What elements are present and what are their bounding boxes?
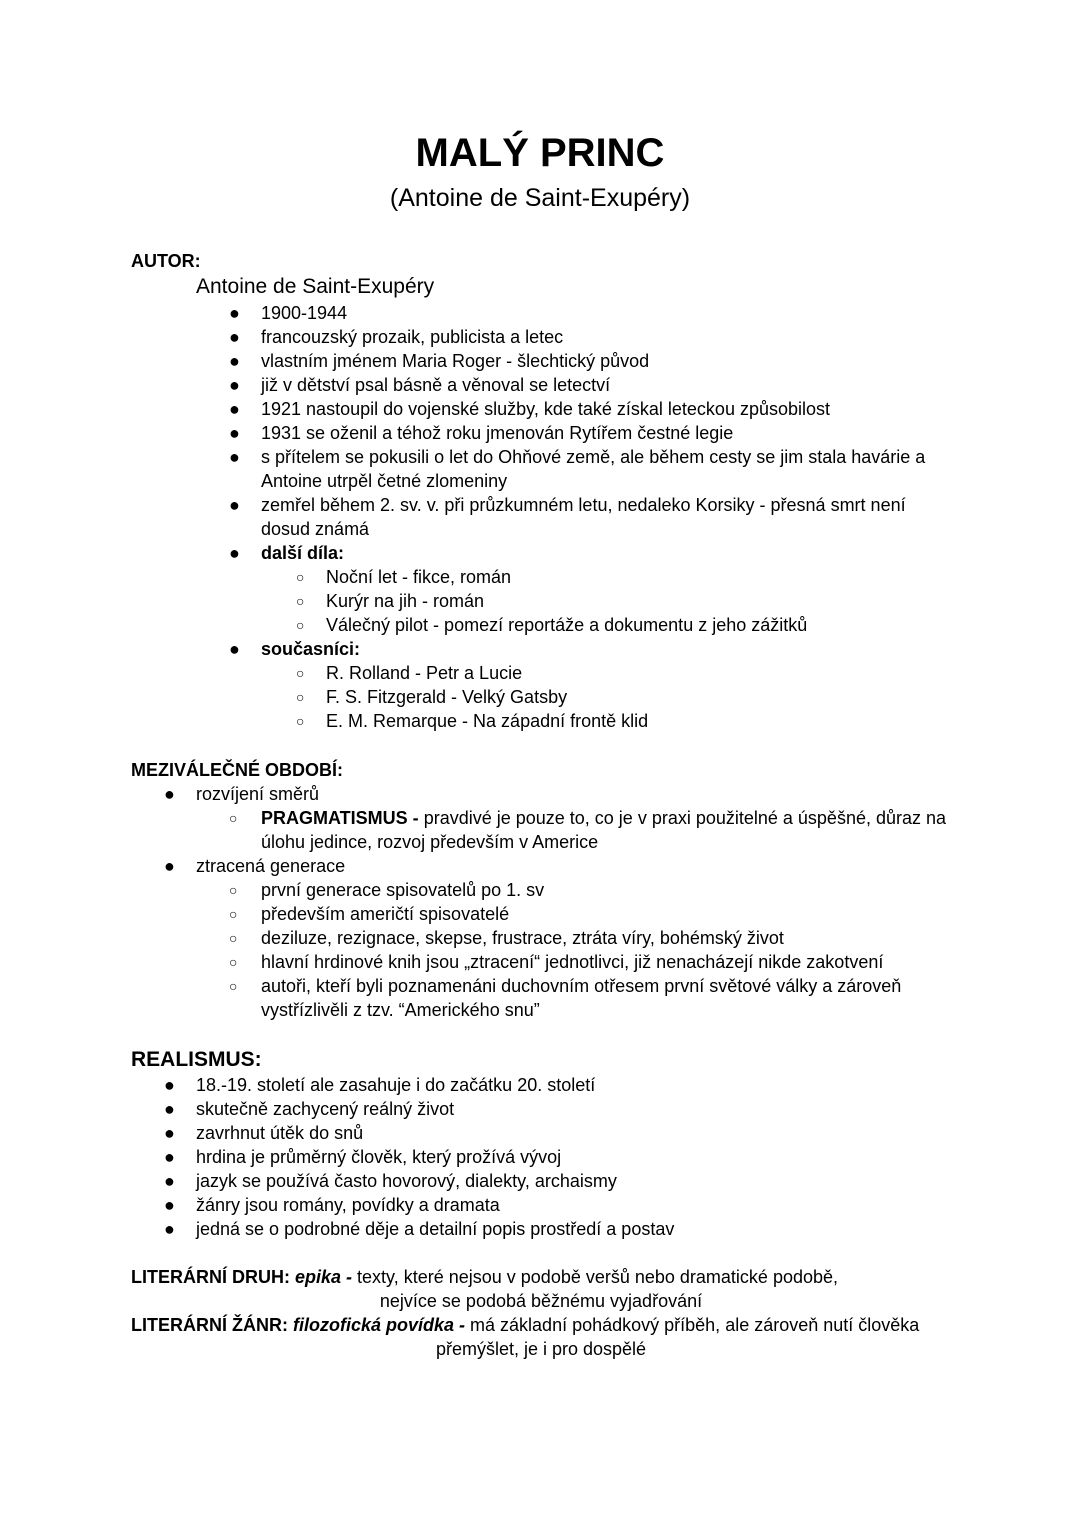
list-item: ● jedná se o podrobné děje a detailní popis prostředí a postav xyxy=(164,1219,675,1239)
bullet-icon: ● xyxy=(229,351,240,371)
literary-form-section xyxy=(131,1265,951,1361)
page-title: MALÝ PRINC xyxy=(415,131,665,175)
circle-bullet-icon: ○ xyxy=(229,882,238,898)
literary-genre-text: má základní pohádkový příběh, ale zároveň nutí člověka xyxy=(465,1315,920,1335)
pragmatismus-term: PRAGMATISMUS - xyxy=(261,808,419,828)
bullet-icon: ● xyxy=(164,1219,175,1239)
author-name: Antoine de Saint-Exupéry xyxy=(196,275,435,298)
circle-bullet-icon: ○ xyxy=(296,689,305,705)
bullet-icon: ● xyxy=(229,543,240,563)
list-item: ● ztracená generace xyxy=(164,856,346,876)
bullet-icon: ● xyxy=(229,495,240,515)
circle-bullet-icon: ○ xyxy=(296,569,305,585)
list-item: ○ F. S. Fitzgerald - Velký Gatsby xyxy=(296,687,568,707)
circle-bullet-icon: ○ xyxy=(229,978,238,994)
bullet-icon: ● xyxy=(229,399,240,419)
bullet-icon: ● xyxy=(229,375,240,395)
interwar-list xyxy=(131,782,951,1022)
list-item: ○ PRAGMATISMUS - pravdivé je pouze to, co je v praxi použitelné a úspěšné, důraz na úlohu jedince, rozvoj především v Americe xyxy=(229,808,947,852)
literary-type-text: texty, které nejsou v podobě veršů nebo dramatické podobě, xyxy=(352,1267,839,1287)
list-item: ○ Noční let - fikce, román xyxy=(296,567,512,587)
list-item: ● vlastním jménem Maria Roger - šlechtický původ xyxy=(229,351,650,371)
circle-bullet-icon: ○ xyxy=(229,810,238,826)
list-item: ○ Kurýr na jih - román xyxy=(296,591,485,611)
list-item: ● 1931 se oženil a téhož roku jmenován Rytířem čestné legie xyxy=(229,423,734,443)
list-item: ● 1921 nastoupil do vojenské služby, kde také získal leteckou způsobilost xyxy=(229,399,831,419)
list-item: ● francouzský prozaik, publicista a letec xyxy=(229,327,564,347)
bullet-icon: ● xyxy=(229,327,240,347)
list-item: ● s přítelem se pokusili o let do Ohňové země, ale během cesty se jim stala havárie a Antoine utrpěl četné zlomeniny xyxy=(229,447,926,491)
bullet-icon: ● xyxy=(164,1075,175,1095)
contemporaries-label: ● současníci: xyxy=(229,639,361,659)
list-item: ○ první generace spisovatelů po 1. sv xyxy=(229,880,545,900)
author-section xyxy=(131,249,951,733)
bullet-icon: ● xyxy=(229,447,240,467)
bullet-icon: ● xyxy=(229,639,240,659)
literary-genre-line xyxy=(131,1313,951,1337)
bullet-icon: ● xyxy=(164,856,175,876)
circle-bullet-icon: ○ xyxy=(296,617,305,633)
author-heading: AUTOR: xyxy=(131,251,201,271)
circle-bullet-icon: ○ xyxy=(229,906,238,922)
literary-type-label: LITERÁRNÍ DRUH: xyxy=(131,1267,290,1287)
list-item: ● skutečně zachycený reálný život xyxy=(164,1099,455,1119)
circle-bullet-icon: ○ xyxy=(296,593,305,609)
bullet-icon: ● xyxy=(164,1195,175,1215)
literary-genre-label: LITERÁRNÍ ŽÁNR: xyxy=(131,1315,288,1335)
literary-genre-term: filozofická povídka - xyxy=(293,1315,466,1335)
circle-bullet-icon: ○ xyxy=(229,930,238,946)
list-item: ○ E. M. Remarque - Na západní frontě klid xyxy=(296,711,649,731)
realism-section xyxy=(131,1047,951,1241)
bullet-icon: ● xyxy=(164,784,175,804)
realism-list xyxy=(131,1073,951,1241)
bullet-icon: ● xyxy=(229,303,240,323)
list-item: ● 1900-1944 xyxy=(229,303,348,323)
literary-type-term: epika - xyxy=(295,1267,353,1287)
page-subtitle: (Antoine de Saint-Exupéry) xyxy=(389,184,691,212)
literary-type-continuation: nejvíce se podobá běžnému vyjadřování xyxy=(379,1291,703,1311)
list-item: ○ R. Rolland - Petr a Lucie xyxy=(296,663,523,683)
works-label: ● další díla: xyxy=(229,543,345,563)
circle-bullet-icon: ○ xyxy=(296,713,305,729)
list-item: ● zemřel během 2. sv. v. při průzkumném letu, nedaleko Korsiky - přesná smrt není dosud známá xyxy=(229,495,906,539)
list-item: ● rozvíjení směrů xyxy=(164,784,320,804)
list-item: ○ autoři, kteří byli poznamenáni duchovním otřesem první světové války a zároveň vystřízlivěli z tzv. “Amerického snu” xyxy=(229,976,902,1020)
list-item: ● již v dětství psal básně a věnoval se letectví xyxy=(229,375,611,395)
list-item: ○ hlavní hrdinové knih jsou „ztracení“ jednotlivci, již nenacházejí nikde zakotvení xyxy=(229,952,884,972)
list-item: ● 18.-19. století ale zasahuje i do začátku 20. století xyxy=(164,1075,596,1095)
literary-type-line xyxy=(131,1265,951,1289)
list-item: ● žánry jsou romány, povídky a dramata xyxy=(164,1195,500,1215)
interwar-heading: MEZIVÁLEČNÉ OBDOBÍ: xyxy=(131,760,344,780)
list-item: ○ Válečný pilot - pomezí reportáže a dokumentu z jeho zážitků xyxy=(296,615,808,635)
bullet-icon: ● xyxy=(164,1171,175,1191)
bullet-icon: ● xyxy=(164,1123,175,1143)
list-item: ○ především američtí spisovatelé xyxy=(229,904,510,924)
bullet-icon: ● xyxy=(164,1099,175,1119)
interwar-section xyxy=(131,758,951,1022)
list-item: ○ deziluze, rezignace, skepse, frustrace, ztráta víry, bohémský život xyxy=(229,928,784,948)
list-item: ● zavrhnut útěk do snů xyxy=(164,1123,364,1143)
author-bullet-list xyxy=(131,301,951,733)
list-item: ● hrdina je průměrný člověk, který prožívá vývoj xyxy=(164,1147,562,1167)
literary-genre-continuation: přemýšlet, je i pro dospělé xyxy=(435,1339,647,1359)
realism-heading: REALISMUS: xyxy=(131,1048,262,1071)
circle-bullet-icon: ○ xyxy=(229,954,238,970)
bullet-icon: ● xyxy=(164,1147,175,1167)
list-item: ● jazyk se používá často hovorový, dialekty, archaismy xyxy=(164,1171,617,1191)
circle-bullet-icon: ○ xyxy=(296,665,305,681)
bullet-icon: ● xyxy=(229,423,240,443)
